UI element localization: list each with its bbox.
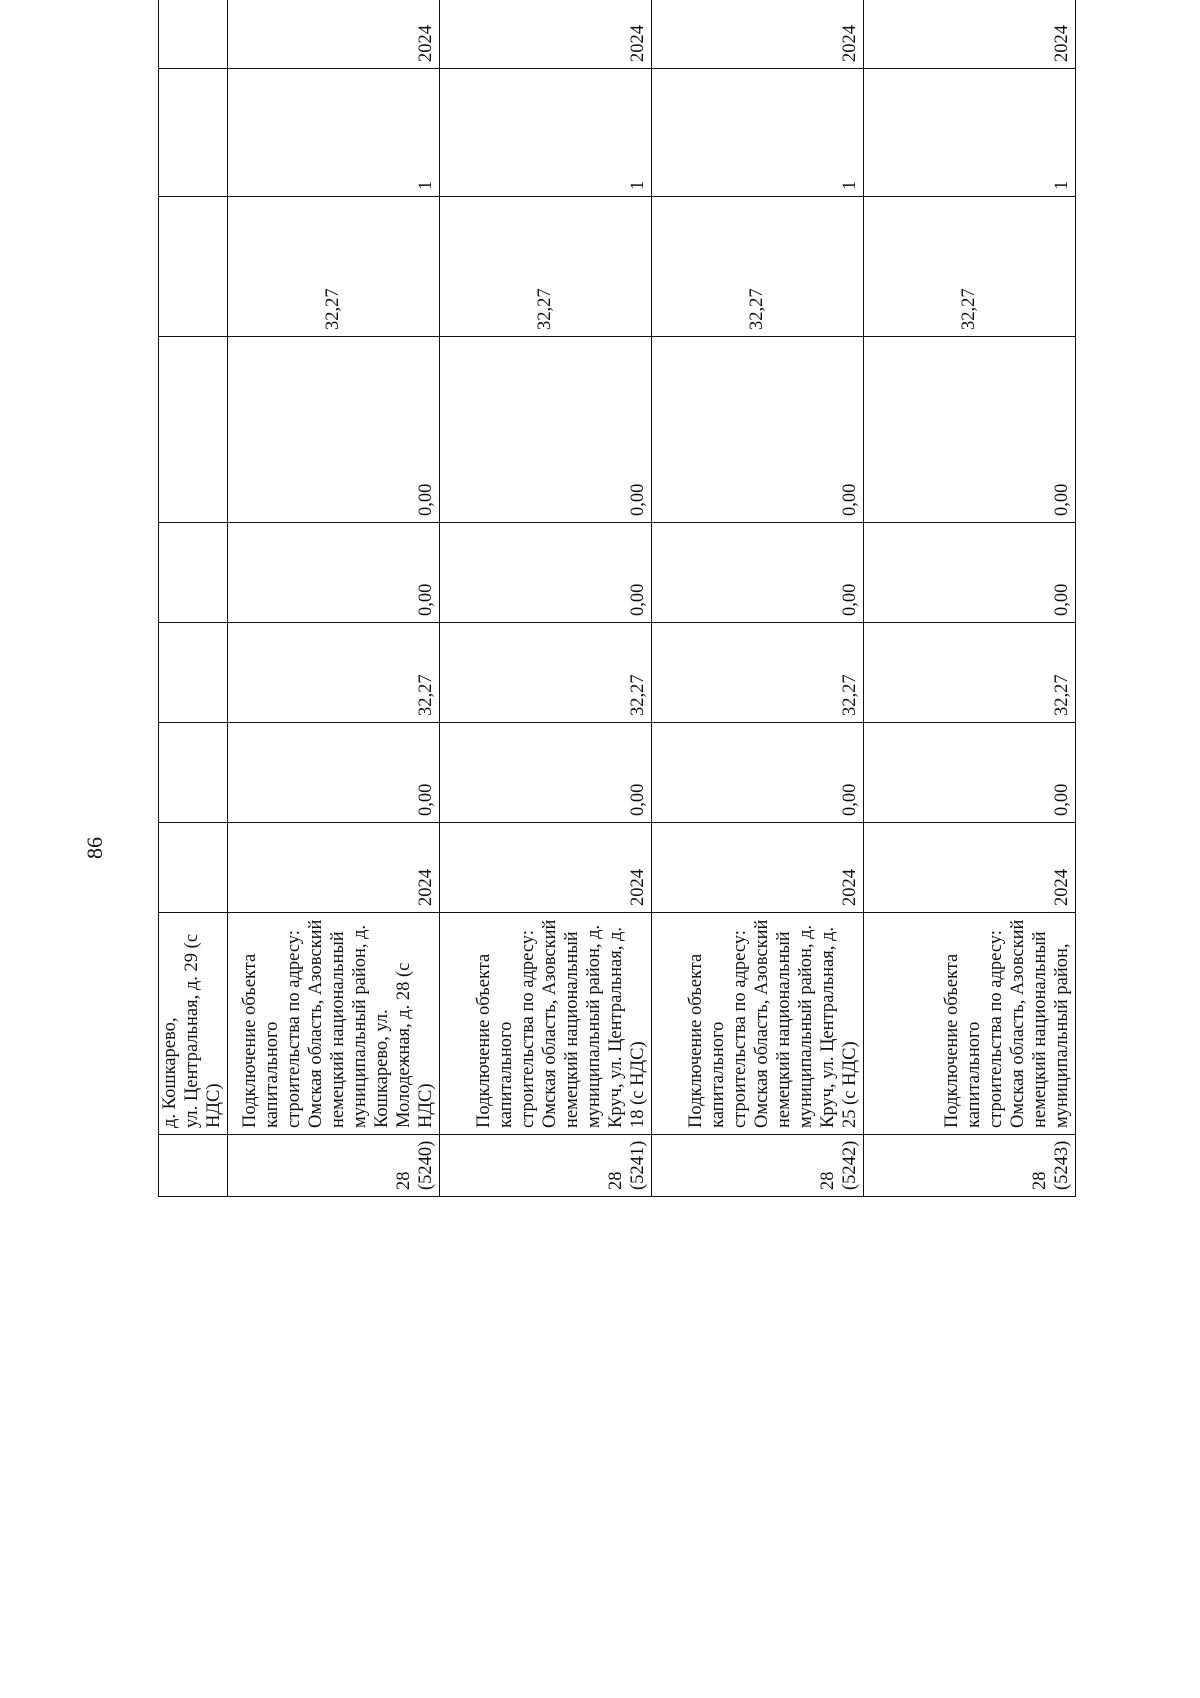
cell-value-4: 0,00 — [440, 337, 652, 523]
table-row — [864, 0, 1076, 1197]
cell-year-1: 2024 — [652, 0, 864, 69]
cell-count: 1 — [652, 69, 864, 197]
cell-year-start: 2024 — [652, 823, 864, 913]
cell-empty — [159, 69, 228, 197]
cell-description: Подключение объекта капитального строительства по адресу: Омская область, Азовский немецкий национальный муниципальный район, — [864, 913, 1076, 1135]
rotated-table-frame — [158, 25, 1200, 1190]
cell-empty — [159, 337, 228, 523]
cell-description: Подключение объекта капитального строительства по адресу: Омская область, Азовский немецкий национальный муниципальный район, д. Круч, ул. Центральная, д. 25 (с НДС) — [652, 913, 864, 1135]
cell-value-2: 32,27 — [228, 623, 440, 723]
cell-year-1: 2024 — [228, 0, 440, 69]
cell-capacity: 32,27 — [440, 197, 652, 337]
cell-empty — [159, 197, 228, 337]
table-row — [440, 0, 652, 1197]
cell-count: 1 — [864, 69, 1076, 197]
cell-empty — [159, 0, 228, 69]
cell-value-2: 32,27 — [440, 623, 652, 723]
cell-year-start: 2024 — [440, 823, 652, 913]
page-number: 86 — [82, 837, 107, 859]
cell-empty — [159, 823, 228, 913]
cell-capacity: 32,27 — [228, 197, 440, 337]
cell-value-1: 0,00 — [864, 723, 1076, 823]
cell-count: 1 — [228, 69, 440, 197]
cell-value-3: 0,00 — [864, 523, 1076, 623]
cell-value-4: 0,00 — [228, 337, 440, 523]
cell-value-1: 0,00 — [652, 723, 864, 823]
cell-value-1: 0,00 — [228, 723, 440, 823]
cell-value-3: 0,00 — [228, 523, 440, 623]
cell-description: Подключение объекта капитального строительства по адресу: Омская область, Азовский немецкий национальный муниципальный район, д. Круч, ул. Центральная, д. 18 (с НДС) — [440, 913, 652, 1135]
cell-empty — [159, 723, 228, 823]
table-row-continuation — [159, 0, 228, 1197]
cell-year-1: 2024 — [440, 0, 652, 69]
table-row — [652, 0, 864, 1197]
cell-year-start: 2024 — [228, 823, 440, 913]
table-row — [228, 0, 440, 1197]
cell-value-3: 0,00 — [440, 523, 652, 623]
cell-empty — [159, 623, 228, 723]
cell-capacity: 32,27 — [864, 197, 1076, 337]
cell-description: Подключение объекта капитального строительства по адресу: Омская область, Азовский немецкий национальный муниципальный район, д. Кошкарево, ул. Молодежная, д. 28 (с НДС) — [228, 913, 440, 1135]
cell-id: 28 (5240) — [228, 1135, 440, 1197]
investment-table — [158, 0, 1076, 1197]
cell-description: д. Кошкарево, ул. Центральная, д. 29 (с НДС) — [159, 913, 228, 1135]
cell-value-1: 0,00 — [440, 723, 652, 823]
cell-id: 28 (5241) — [440, 1135, 652, 1197]
cell-count: 1 — [440, 69, 652, 197]
cell-empty — [159, 523, 228, 623]
cell-value-4: 0,00 — [652, 337, 864, 523]
cell-year-1: 2024 — [864, 0, 1076, 69]
cell-value-2: 32,27 — [864, 623, 1076, 723]
cell-id: 28 (5242) — [652, 1135, 864, 1197]
cell-value-2: 32,27 — [652, 623, 864, 723]
cell-capacity: 32,27 — [652, 197, 864, 337]
cell-id: 28 (5243) — [864, 1135, 1076, 1197]
cell-year-start: 2024 — [864, 823, 1076, 913]
cell-value-3: 0,00 — [652, 523, 864, 623]
cell-value-4: 0,00 — [864, 337, 1076, 523]
cell-id — [159, 1135, 228, 1197]
